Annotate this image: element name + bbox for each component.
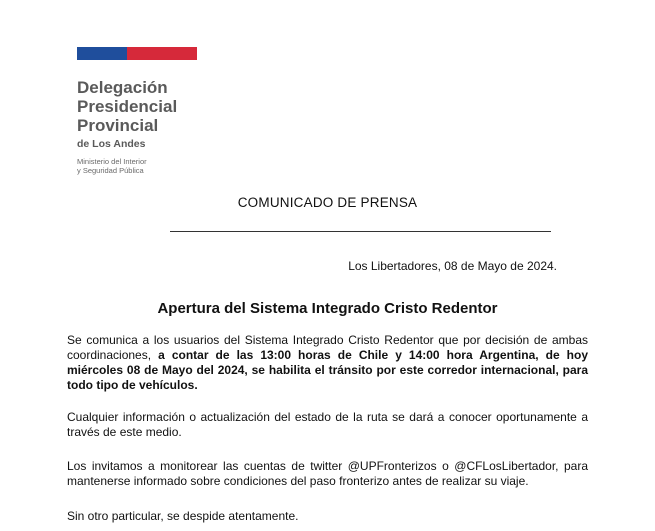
closing-line: Sin otro particular, se despide atentamente. [67, 509, 299, 523]
paragraph-1-emphasis: a contar de las 13:00 horas de Chile y 14:00 hora Argentina, de hoy miércoles 08 de Mayo del 2024, se habilita el tránsito por este corredor internacional, para todo tipo de vehículos. [67, 348, 589, 392]
org-region: de Los Andes [77, 138, 146, 150]
heading-divider [170, 231, 551, 232]
organization-logo [77, 78, 177, 175]
paragraph-1 [67, 333, 588, 393]
paragraph-3: Los invitamos a monitorear las cuentas de twitter @UPFronterizos o @CFLosLibertador, para mantenerse informado sobre condiciones del paso fronterizo antes de realizar su viaje. [67, 459, 588, 488]
chile-flag-bar [77, 47, 197, 60]
flag-red-segment [127, 47, 197, 60]
paragraph-1-intro: Se comunica a los usuarios del Sistema Integrado Cristo Redentor que por decisión de ambas coordinaciones, [67, 333, 588, 362]
paragraph-2: Cualquier información o actualización del estado de la ruta se dará a conocer oportunamente a través de este medio. [67, 410, 588, 439]
flag-blue-segment [77, 47, 127, 60]
org-name-line-1: Delegación [77, 78, 168, 97]
document-title: Apertura del Sistema Integrado Cristo Redentor [157, 300, 498, 317]
org-name-line-3: Provincial [77, 116, 159, 135]
ministry-line-1: Ministerio del Interior [77, 157, 147, 166]
date-line: Los Libertadores, 08 de Mayo de 2024. [348, 259, 557, 273]
document-heading: COMUNICADO DE PRENSA [237, 195, 418, 210]
org-name-line-2: Presidencial [77, 97, 178, 116]
ministry-line-2: y Seguridad Pública [77, 166, 144, 175]
